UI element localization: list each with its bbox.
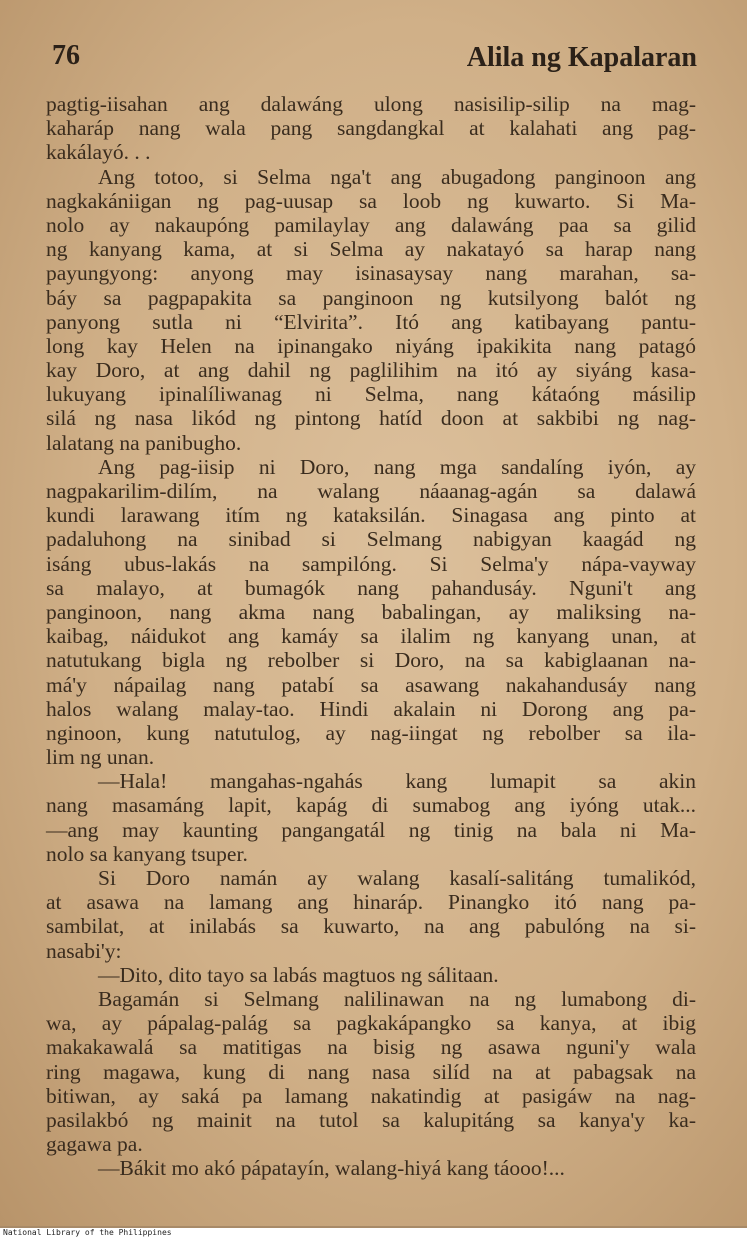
text-line: kakálayó. . . [46,140,151,165]
text-line: —Hala! mangahas-ngahás kang lumapit sa akin [98,769,696,794]
text-line: —ang may kaunting pangangatál ng tinig na bala ni Ma- [46,817,696,842]
text-line: sa malayo, at bumagók nang pahandusáy. Nguni't ang [46,575,696,600]
text-line: payungyong: anyong may isinasaysay nang marahan, sa- [46,261,696,286]
text-line: kay Doro, at ang dahil ng paglilihim na itó ay siyáng kasa- [46,358,696,383]
text-line: padaluhong na sinibad si Selmang nabigyan kaagád ng [46,527,696,552]
text-line: pasilakbó ng mainit na tutol sa kalupitáng sa kanya'y ka- [46,1107,696,1132]
text-line: bitiwan, ay saká pa lamang nakatindig at pasigáw na nag- [46,1083,696,1108]
footer-credit: National Library of the Philippines [0,1228,747,1238]
text-line: nginoon, kung natutulog, ay nag-iingat ng rebolber sa ila- [46,720,696,745]
text-line: long kay Helen na ipinangako niyáng ipakikita nang patagó [46,333,696,358]
text-line: gagawa pa. [46,1132,143,1157]
text-line: Ang totoo, si Selma nga't ang abugadong panginoon ang [98,164,696,189]
running-title: Alila ng Kapalaran [466,42,697,73]
text-line: at asawa na lamang ang hinaráp. Pinangko itó nang pa- [46,890,696,915]
text-line: panginoon, nang akma nang babalingan, ay maliksing na- [46,599,696,624]
text-line: ng kanyang kama, at si Selma ay nakatayó sa harap nang [46,237,696,262]
text-line: má'y nápailag nang patabí sa asawang nakahandusáy nang [46,672,696,697]
text-line: panyong sutla ni “Elvirita”. Itó ang katibayang pantu- [46,309,696,334]
text-line: makakawalá sa matitigas na bisig ng asawa nguni'y wala [46,1035,696,1060]
text-line: lukuyang ipinalíliwanag ni Selma, nang kátaóng másilip [46,382,696,407]
text-line: natutukang bigla ng rebolber si Doro, na sa kabiglaanan na- [46,648,696,673]
text-line: nang masamáng lapit, kapág di sumabog ang iyóng utak... [46,793,696,818]
text-line: Ang pag-iisip ni Doro, nang mga sandalíng iyón, ay [98,454,696,479]
page-number: 76 [52,40,80,71]
text-line: nagkakániigan ng pag-uusap sa loob ng kuwarto. Si Ma- [46,188,696,213]
text-line: báy sa pagpapakita sa panginoon ng kutsilyong balót ng [46,285,696,310]
text-line: lim ng unan. [46,745,155,770]
body-text [46,92,696,1180]
text-line: silá ng nasa likód ng pintong hatíd doon at sakbibi ng nag- [46,406,696,431]
text-line: ring magawa, kung di nang nasa silíd na at pabagsak na [46,1059,696,1084]
text-line: sambilat, at inilabás sa kuwarto, na ang pabulóng na si- [46,914,696,939]
text-line: isáng ubus-lakás na sampilóng. Si Selma'y nápa-vayway [46,551,696,576]
text-line: nolo sa kanyang tsuper. [46,841,248,866]
text-line: kundi larawang itím ng kataksilán. Sinagasa ang pinto at [46,503,696,528]
text-line: Bagamán si Selmang nalilinawan na ng lumabong di- [98,986,696,1011]
text-line: kaharáp nang wala pang sangdangkal at kalahati ang pag- [46,116,696,141]
text-line: halos walang malay-tao. Hindi akalain ni Dorong ang pa- [46,696,696,721]
text-line: pagtig-iisahan ang dalawáng ulong nasisilip-silip na mag- [46,92,696,116]
text-line: —Dito, dito tayo sa labás magtuos ng sálitaan. [98,962,499,987]
text-line: lalatang na panibugho. [46,430,242,455]
text-line: nolo ay nakaupóng pamilaylay ang dalawáng paa sa gilid [46,212,696,237]
text-line: nasabi'y: [46,938,122,963]
text-line: —Bákit mo akó pápatayín, walang-hiyá kang táooo!... [98,1156,565,1181]
text-line: Si Doro namán ay walang kasalí-salitáng tumalikód, [98,866,696,890]
text-line: kaibag, náidukot ang kamáy sa ilalim ng kanyang unan, at [46,624,696,649]
text-line: nagpakarilim-dilím, na walang náaanag-agán sa dalawá [46,479,696,503]
text-line: wa, ay pápalag-palág sa pagkakápangko sa kanya, at ibig [46,1011,696,1036]
